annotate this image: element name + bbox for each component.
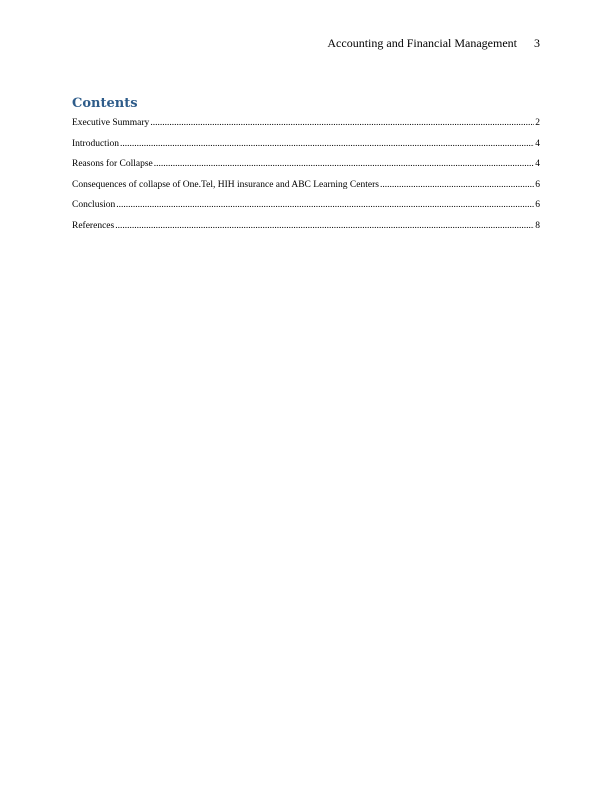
toc-entry-conclusion[interactable] (72, 199, 540, 211)
toc-entry-title: References (72, 220, 115, 231)
toc-entry-title: Conclusion (72, 200, 116, 210)
toc-entry-title: Consequences of collapse of One.Tel, HIH insurance and ABC Learning Centers (72, 179, 379, 190)
page-number: 3 (534, 36, 540, 50)
toc-entry-page: 4 (535, 138, 540, 149)
toc-dot-leader (150, 117, 534, 129)
toc-dot-leader (120, 138, 534, 150)
toc-entry-title: Introduction (72, 138, 119, 149)
toc-entry-page: 6 (535, 200, 540, 210)
toc-entry-reasons-for-collapse[interactable] (72, 158, 540, 170)
toc-entry-executive-summary[interactable] (72, 117, 540, 129)
toc-entry-consequences[interactable] (72, 179, 540, 191)
toc-entry-page: 8 (535, 220, 540, 231)
header-title: Accounting and Financial Management (327, 36, 517, 50)
toc-entry-page: 4 (535, 159, 540, 169)
toc-entry-title: Reasons for Collapse (72, 159, 153, 169)
running-header (327, 36, 540, 50)
toc-dot-leader (380, 179, 534, 191)
table-of-contents (72, 95, 540, 240)
toc-heading: Contents (72, 96, 138, 111)
toc-entry-page: 2 (535, 118, 540, 128)
toc-list (72, 117, 540, 232)
toc-dot-leader (154, 158, 535, 170)
toc-entry-title: Executive Summary (72, 118, 150, 128)
toc-entry-references[interactable] (72, 220, 540, 232)
toc-dot-leader (116, 199, 534, 211)
toc-entry-page: 6 (535, 179, 540, 190)
toc-dot-leader (115, 220, 534, 232)
toc-entry-introduction[interactable] (72, 138, 540, 150)
